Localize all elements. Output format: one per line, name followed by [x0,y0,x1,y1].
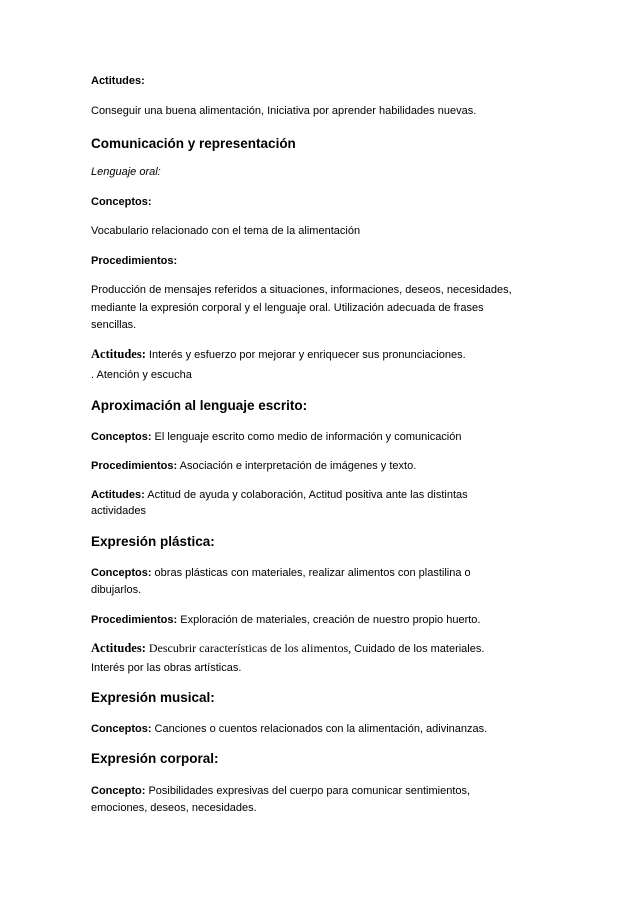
actitudes-line [91,487,468,502]
section-heading-lenguaje-escrito: Aproximación al lenguaje escrito: [91,398,308,413]
section-heading-expresion-corporal: Expresión corporal: [91,751,219,766]
conceptos-label: Conceptos: [91,567,152,579]
procedimientos-line-2: mediante la expresión corporal y el lenguaje oral. Utilización adecuada de frases [91,302,484,314]
conceptos-text: Vocabulario relacionado con el tema de la alimentación [91,225,361,237]
actitudes-text: Conseguir una buena alimentación, Iniciativa por aprender habilidades nuevas. [91,105,477,117]
conceptos-line [91,429,462,444]
actitudes-line-2: actividades [91,505,147,517]
conceptos-line [91,565,471,580]
procedimientos-text: Asociación e interpretación de imágenes y texto. [177,460,417,472]
actitudes-label: Actitudes: [91,489,145,501]
section-heading-expresion-plastica: Expresión plástica: [91,534,215,549]
actitudes-text: Cuidado de los materiales. [351,643,485,655]
actitudes-label: Actitudes [91,347,142,361]
conceptos-text: obras plásticas con materiales, realizar alimentos con plastilina o [151,567,471,579]
procedimientos-line [91,612,480,627]
conceptos-label: Conceptos: [91,723,152,735]
actitudes-line [91,641,484,656]
conceptos-line-2: dibujarlos. [91,584,142,596]
concepto-line [91,783,470,798]
procedimientos-text: Exploración de materiales, creación de nuestro propio huerto. [177,614,481,626]
procedimientos-line-1: Producción de mensajes referidos a situaciones, informaciones, deseos, necesidades, [91,284,512,296]
subheading-lenguaje-oral: Lenguaje oral: [91,166,161,178]
concepto-label: Concepto: [91,785,146,797]
actitudes-label: Actitudes: [91,75,145,87]
procedimientos-line-3: sencillas. [91,319,137,331]
actitudes-text: Actitud de ayuda y colaboración, Actitud positiva ante las distintas [144,489,468,501]
procedimientos-label: Procedimientos: [91,255,178,267]
conceptos-label: Conceptos: [91,431,152,443]
conceptos-text: El lenguaje escrito como medio de información y comunicación [151,431,462,443]
actitudes-oral-line [91,347,466,362]
section-heading-expresion-musical: Expresión musical: [91,690,215,705]
section-heading-comunicacion: Comunicación y representación [91,136,296,151]
procedimientos-line [91,458,416,473]
procedimientos-label: Procedimientos: [91,614,178,626]
conceptos-text: Canciones o cuentos relacionados con la alimentación, adivinanzas. [151,723,488,735]
procedimientos-label: Procedimientos: [91,460,178,472]
conceptos-label: Conceptos: [91,196,152,208]
actitudes-serif-text: Descubrir características de los alimentos, [145,641,352,655]
actitudes-line-2: Interés por las obras artísticas. [91,662,242,674]
actitudes-text: Interés y esfuerzo por mejorar y enriquecer sus pronunciaciones. [145,349,466,361]
actitudes-line-2: . Atención y escucha [91,369,192,381]
actitudes-colon: : [141,347,146,361]
actitudes-label: Actitudes: [91,641,146,655]
concepto-line-2: emociones, deseos, necesidades. [91,802,257,814]
concepto-text: Posibilidades expresivas del cuerpo para comunicar sentimientos, [145,785,471,797]
conceptos-line [91,721,487,736]
